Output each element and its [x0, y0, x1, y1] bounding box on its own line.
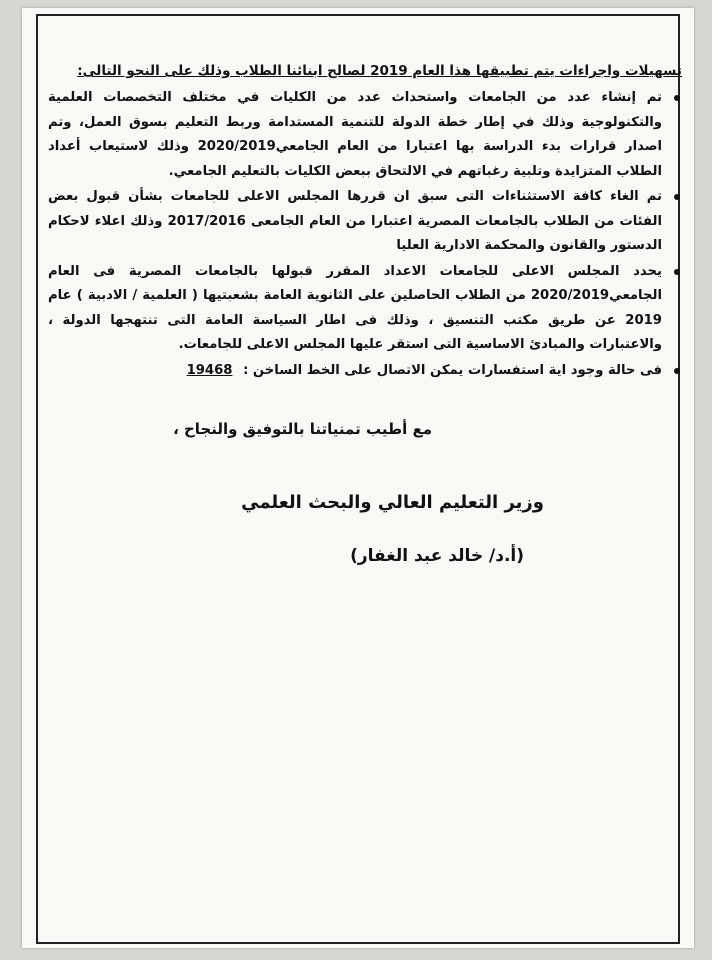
hotline-text: فى حالة وجود اية استفسارات يمكن الاتصال على الخط الساخن :	[243, 362, 662, 378]
bullet-icon	[674, 194, 680, 200]
bullet-icon	[674, 368, 680, 374]
bullet-text-admission-numbers: يحدد المجلس الاعلى للجامعات الاعداد المقرر قبولها بالجامعات المصرية فى العام الجامعي2020/2019 من الطلاب الحاصلين على الثانوية العامة بشعبتيها ( العلمية / الادبية ) عام 2019 عن طريق مكتب التنسيق ، وذلك فى اطار السياسة العامة التى تنتهجها الدولة ، والاعتبارات والمبادئ الاساسية التى استقر عليها المجلس الاعلى للجامعات.	[48, 263, 662, 352]
bullet-icon	[674, 269, 680, 275]
bullet-text-exceptions-cancelled: تم الغاء كافة الاستثناءات التى سبق ان قررها المجلس الاعلى للجامعات بشأن قبول بعض الفئات من الطلاب بالجامعات المصرية اعتبارا من العام الجامعى 2017/2016 وذلك اعلاء لاحكام الدستور والقانون والمحكمة الادارية العليا	[48, 189, 662, 253]
document-heading: تسهيلات واجراءات يتم تطبيقها هذا العام 2019 لصالح ابنائنا الطلاب وذلك على النحو التالى:	[77, 63, 682, 79]
bullet-list	[48, 86, 682, 383]
list-item	[48, 185, 682, 259]
signer-title: وزير التعليم العالي والبحث العلمي	[241, 492, 544, 513]
bullet-text-new-universities: تم إنشاء عدد من الجامعات واستحداث عدد من الكليات في مختلف التخصصات العلمية والتكنولوجية وذلك في إطار خطة الدولة للتنمية المستدامة وربط التعليم بسوق العمل، وتم اصدار قرارات بدء الدراسة بها اعتبارا من العام الجامعي2020/2019 وذلك لاستيعاب أعداد الطلاب المتزايدة وتلبية رغباتهم في الالتحاق ببعض الكليات بالتعليم الجامعي.	[48, 90, 662, 179]
signer-name: (أ.د/ خالد عبد الغفار)	[350, 546, 524, 566]
list-item	[48, 359, 682, 383]
list-item	[48, 86, 682, 184]
document-body	[48, 60, 682, 384]
list-item	[48, 260, 682, 358]
hotline-number: 19468	[186, 362, 233, 378]
document-page	[22, 8, 694, 948]
closing-greeting: مع أطيب تمنياتنا بالتوفيق والنجاح ،	[173, 420, 432, 438]
bullet-icon	[674, 95, 680, 101]
